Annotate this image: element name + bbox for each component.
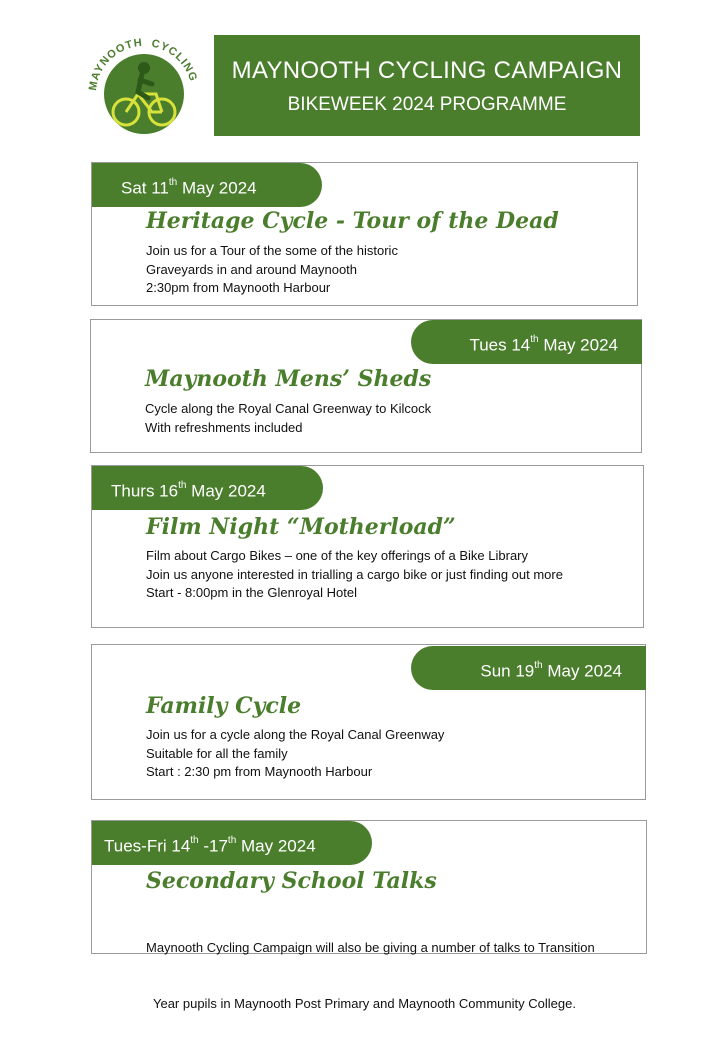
event-description: [146, 726, 444, 782]
description-line: Start - 8:00pm in the Glenroyal Hotel: [146, 585, 357, 600]
event-title: Secondary School Talks: [146, 868, 437, 894]
date-text: Tues-Fri 14: [104, 836, 191, 856]
description-line: 2:30pm from Maynooth Harbour: [146, 280, 331, 295]
description-line: Join us for a Tour of the some of the historic: [146, 243, 398, 258]
date-text: Thurs 16: [111, 481, 179, 501]
date-sup: th: [178, 480, 187, 491]
logo-top-text: CYCLING: [150, 37, 200, 84]
event-card-family-cycle: [91, 644, 646, 800]
event-card-school-talks: [91, 820, 647, 1011]
date-text: Tues 14: [469, 335, 531, 355]
logo-right-text: [82, 32, 87, 35]
date-sup: th: [534, 660, 543, 671]
description-line: Suitable for all the family: [146, 745, 288, 761]
event-title: Heritage Cycle - Tour of the Dead: [146, 208, 559, 234]
date-text: May 2024: [186, 481, 266, 501]
date-text: -17: [198, 836, 228, 856]
logo-left-text: MAYNOOTH: [86, 36, 144, 92]
page-title: MAYNOOTH CYCLING CAMPAIGN: [231, 57, 623, 84]
cyclist-icon: [82, 32, 206, 148]
date-text: May 2024: [177, 178, 257, 198]
date-text: May 2024: [538, 335, 618, 355]
date-text: Sun 19: [480, 661, 535, 681]
event-date-tab: [411, 646, 646, 690]
campaign-logo: [82, 32, 206, 148]
date-text: Sat 11: [121, 178, 169, 198]
event-card-mens-sheds: [90, 319, 642, 453]
event-date-tab: [411, 320, 642, 364]
description-line: Year pupils in Maynooth Post Primary and Maynooth Community College.: [146, 995, 576, 1011]
description-line: Cycle along the Royal Canal Greenway to Kilcock: [145, 401, 432, 416]
date-text: May 2024: [236, 836, 316, 856]
event-date-tab: [92, 163, 322, 207]
event-date-tab: [92, 466, 323, 510]
event-title: Family Cycle: [146, 693, 302, 719]
page-header: [214, 35, 640, 136]
date-text: May 2024: [542, 661, 622, 681]
event-title: Maynooth Mens’ Sheds: [145, 366, 432, 392]
event-description: [146, 242, 398, 298]
description-line: Join us for a cycle along the Royal Canal Greenway: [146, 727, 445, 742]
event-description: [145, 400, 431, 437]
description-line: Film about Cargo Bikes – one of the key offerings of a Bike Library: [146, 548, 529, 563]
date-sup: th: [227, 835, 237, 846]
event-card-heritage: [91, 162, 638, 306]
event-date-tab: [92, 821, 372, 865]
event-title: Film Night “Motherload”: [146, 514, 456, 540]
event-description: [146, 902, 595, 1050]
description-line: Graveyards in and around Maynooth: [146, 261, 358, 277]
date-sup: th: [530, 334, 539, 345]
event-card-film-night: [91, 465, 644, 628]
page-subtitle: BIKEWEEK 2024 PROGRAMME: [287, 94, 567, 115]
description-line: Join us anyone interested in trialling a cargo bike or just finding out more: [146, 566, 563, 582]
date-sup: th: [168, 177, 178, 188]
event-description: [146, 547, 563, 603]
description-line: With refreshments included: [145, 419, 303, 435]
description-line: Start : 2:30 pm from Maynooth Harbour: [146, 764, 373, 779]
date-sup: th: [190, 835, 199, 846]
description-line: Maynooth Cycling Campaign will also be giving a number of talks to Transition: [146, 940, 595, 955]
